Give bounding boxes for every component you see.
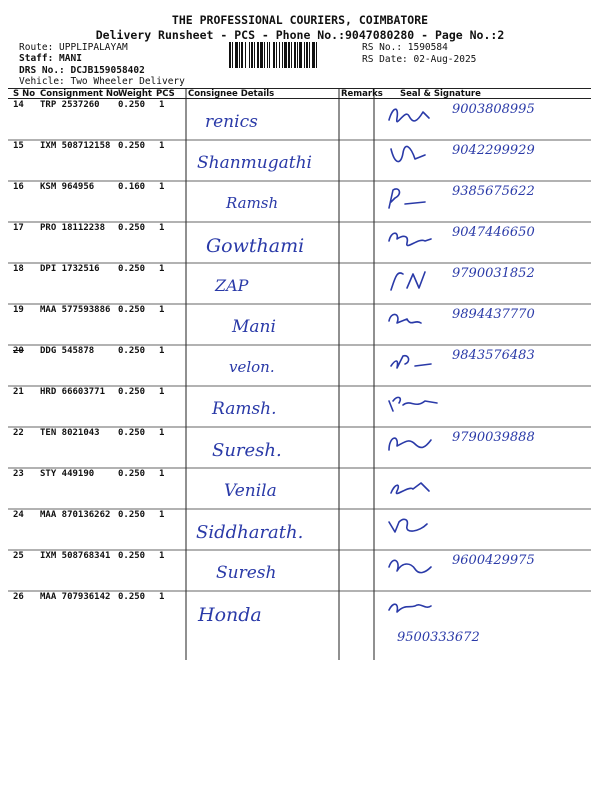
signature-scribble (385, 389, 445, 419)
col-seal: Seal & Signature (400, 89, 481, 99)
signature-scribble (385, 348, 445, 378)
consignee-name-handwritten: Siddharath. (196, 522, 304, 543)
row-sno: 22 (13, 428, 24, 438)
row-weight: 0.250 (118, 387, 146, 397)
consignee-name-handwritten: ZAP (215, 276, 249, 295)
row-sno: 14 (13, 100, 24, 110)
vehicle-label: Vehicle: Two Wheeler Delivery (19, 76, 185, 87)
row-pcs: 1 (159, 387, 165, 397)
row-weight: 0.250 (118, 469, 146, 479)
row-weight: 0.250 (118, 428, 146, 438)
company-title: THE PROFESSIONAL COURIERS, COIMBATORE (171, 13, 429, 27)
signature-scribble (385, 594, 445, 624)
barcode (229, 42, 355, 68)
row-weight: 0.250 (118, 305, 146, 315)
consignee-name-handwritten: velon. (229, 358, 275, 376)
consignee-name-handwritten: Venila (224, 481, 277, 501)
route-label: Route: UPPLIPALAYAM (19, 42, 128, 53)
row-weight: 0.250 (118, 592, 146, 602)
row-weight: 0.250 (118, 141, 146, 151)
row-weight: 0.250 (118, 551, 146, 561)
receiver-phone-handwritten: 9385675622 (452, 184, 535, 199)
consignee-name-handwritten: Shanmugathi (197, 153, 312, 173)
row-sno: 24 (13, 510, 24, 520)
receiver-phone-handwritten: 9042299929 (452, 143, 535, 158)
consignment-number: DDG 545878 (40, 346, 95, 356)
signature-scribble (385, 553, 445, 583)
consignment-number: TEN 8021043 (40, 428, 100, 438)
row-weight: 0.250 (118, 100, 146, 110)
row-weight: 0.250 (118, 264, 146, 274)
row-sno: 15 (13, 141, 24, 151)
row-sno: 19 (13, 305, 24, 315)
row-pcs: 1 (159, 100, 165, 110)
signature-scribble (385, 307, 445, 337)
staff-label: Staff: MANI (19, 53, 82, 64)
consignment-number: TRP 2537260 (40, 100, 100, 110)
receiver-phone-handwritten: 9790039888 (452, 430, 535, 445)
row-pcs: 1 (159, 305, 165, 315)
consignment-number: PRO 18112238 (40, 223, 106, 233)
consignee-name-handwritten: Mani (232, 317, 276, 337)
receiver-phone-handwritten: 9500333672 (397, 630, 480, 645)
consignment-number: IXM 508768341 (40, 551, 111, 561)
consignee-name-handwritten: Honda (198, 604, 262, 626)
consignment-number: IXM 508712158 (40, 141, 111, 151)
col-consignment: Consignment No (40, 89, 119, 99)
receiver-phone-handwritten: 9003808995 (452, 102, 535, 117)
consignment-number: STY 449190 (40, 469, 95, 479)
consignee-name-handwritten: Ramsh (226, 194, 279, 212)
col-consignee: Consignee Details (188, 89, 275, 99)
table-grid (8, 88, 591, 660)
row-weight: 0.160 (118, 182, 146, 192)
runsheet-subtitle: Delivery Runsheet - PCS - Phone No.:9047080280 - Page No.:2 (95, 28, 505, 42)
row-sno: 21 (13, 387, 24, 397)
signature-scribble (385, 430, 445, 460)
row-sno: 23 (13, 469, 24, 479)
consignee-name-handwritten: Suresh (216, 563, 277, 583)
row-pcs: 1 (159, 510, 165, 520)
row-pcs: 1 (159, 469, 165, 479)
signature-scribble (385, 225, 445, 255)
signature-scribble (385, 512, 445, 542)
consignment-number: DPI 1732516 (40, 264, 100, 274)
row-weight: 0.250 (118, 346, 146, 356)
receiver-phone-handwritten: 9843576483 (452, 348, 535, 363)
consignment-number: MAA 870136262 (40, 510, 111, 520)
signature-scribble (385, 143, 445, 173)
col-sno: S No (13, 89, 36, 99)
row-pcs: 1 (159, 428, 165, 438)
row-pcs: 1 (159, 592, 165, 602)
col-remarks: Remarks (341, 89, 383, 99)
row-sno: 16 (13, 182, 24, 192)
consignment-number: MAA 577593886 (40, 305, 111, 315)
drs-number: DRS No.: DCJB159058402 (19, 65, 145, 76)
row-sno: 20 (13, 346, 24, 356)
consignment-number: MAA 707936142 (40, 592, 111, 602)
row-sno: 25 (13, 551, 24, 561)
receiver-phone-handwritten: 9600429975 (452, 553, 535, 568)
consignee-name-handwritten: Suresh. (212, 440, 282, 461)
row-weight: 0.250 (118, 510, 146, 520)
row-pcs: 1 (159, 346, 165, 356)
consignee-name-handwritten: renics (205, 112, 258, 132)
runsheet-table (8, 88, 591, 660)
consignee-name-handwritten: Ramsh. (212, 399, 277, 419)
col-weight: Weight (118, 89, 152, 99)
row-pcs: 1 (159, 141, 165, 151)
row-sno: 18 (13, 264, 24, 274)
consignment-number: HRD 66603771 (40, 387, 106, 397)
consignment-number: KSM 964956 (40, 182, 95, 192)
consignee-name-handwritten: Gowthami (206, 235, 305, 257)
row-pcs: 1 (159, 223, 165, 233)
signature-scribble (385, 471, 445, 501)
signature-scribble (385, 102, 445, 132)
rs-number: RS No.: 1590584 (362, 42, 448, 53)
row-pcs: 1 (159, 551, 165, 561)
row-sno: 26 (13, 592, 24, 602)
row-sno: 17 (13, 223, 24, 233)
col-pcs: PCS (156, 89, 175, 99)
receiver-phone-handwritten: 9894437770 (452, 307, 535, 322)
receiver-phone-handwritten: 9047446650 (452, 225, 535, 240)
row-pcs: 1 (159, 182, 165, 192)
row-pcs: 1 (159, 264, 165, 274)
signature-scribble (385, 184, 445, 214)
rs-date: RS Date: 02-Aug-2025 (362, 54, 477, 65)
signature-scribble (385, 266, 445, 296)
row-weight: 0.250 (118, 223, 146, 233)
receiver-phone-handwritten: 9790031852 (452, 266, 535, 281)
